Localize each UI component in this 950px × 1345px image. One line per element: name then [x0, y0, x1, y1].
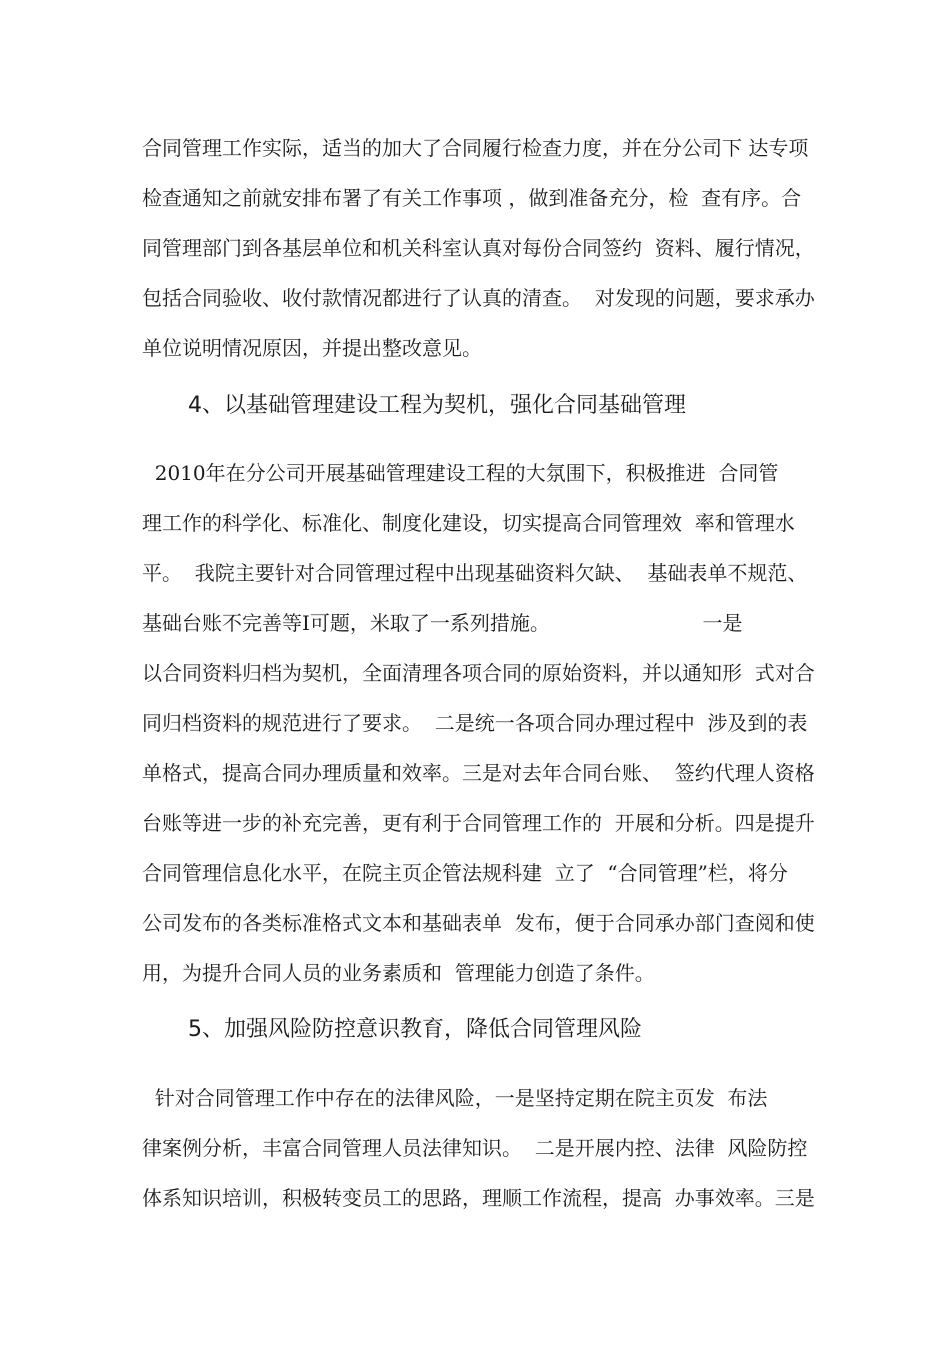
paragraph-1-line-2: 检查通知之前就安排布署了有关工作事项 ，做到准备充分，检 查有序。合: [142, 186, 802, 210]
paragraph-2-line-9: 合同管理信息化水平，在院主页企管法规科建 立了 “合同管理”栏，将分: [142, 861, 788, 885]
paragraph-2-line-8: 台账等进一步的补充完善，更有利于合同管理工作的 开展和分析。四是提升: [142, 811, 815, 835]
section-heading-4: 4、以基础管理建设工程为契机，强化合同基础管理: [188, 393, 686, 418]
paragraph-1-line-5: 单位说明情况原因，并提出整改意见。: [142, 336, 482, 360]
paragraph-2-line-4: 基础台账不完善等I可题，米取了一系列措施。 一是: [142, 611, 743, 635]
paragraph-1-line-4: 包括合同验收、收付款情况都进行了认真的清查。 对发现的问题，要求承办: [142, 286, 815, 310]
paragraph-2-line-1: 2010年在分公司开展基础管理建设工程的大氛围下，积极推进 合同管: [142, 461, 779, 485]
paragraph-2-line-2: 理工作的科学化、标准化、制度化建设，切实提高合同管理效 率和管理水: [142, 511, 795, 535]
paragraph-2-line-6: 同归档资料的规范进行了要求。 二是统一各项合同办理过程中 涉及到的表: [142, 711, 808, 735]
paragraph-3-line-1: 针对合同管理工作中存在的法律风险，一是坚持定期在院主页发 布法: [142, 1086, 768, 1110]
paragraph-3-line-2: 律案例分析，丰富合同管理人员法律知识。 二是开展内控、法律 风险防控: [142, 1136, 808, 1160]
paragraph-1-line-1: 合同管理工作实际，适当的加大了合同履行检查力度，并在分公司下 达专项: [142, 136, 809, 160]
section-heading-5: 5、加强风险防控意识教育，降低合同管理风险: [188, 1017, 642, 1042]
paragraph-2-line-5: 以合同资料归档为契机，全面清理各项合同的原始资料，并以通知形 式对合: [142, 661, 815, 685]
paragraph-2-line-10: 公司发布的各类标准格式文本和基础表单 发布，便于合同承办部门查阅和使: [142, 911, 815, 935]
paragraph-2-line-7: 单格式，提高合同办理质量和效率。三是对去年合同台账、 签约代理人资格: [142, 761, 815, 785]
paragraph-1-line-3: 同管理部门到各基层单位和机关科室认真对每份合同签约 资料、履行情况，: [142, 236, 815, 260]
paragraph-2-line-11: 用，为提升合同人员的业务素质和 管理能力创造了条件。: [142, 961, 655, 985]
paragraph-2-line-3: 平。 我院主要针对合同管理过程中出现基础资料欠缺、 基础表单不规范、: [142, 561, 808, 585]
paragraph-3-line-3: 体系知识培训，积极转变员工的思路，理顺工作流程，提高 办事效率。三是: [142, 1186, 815, 1210]
